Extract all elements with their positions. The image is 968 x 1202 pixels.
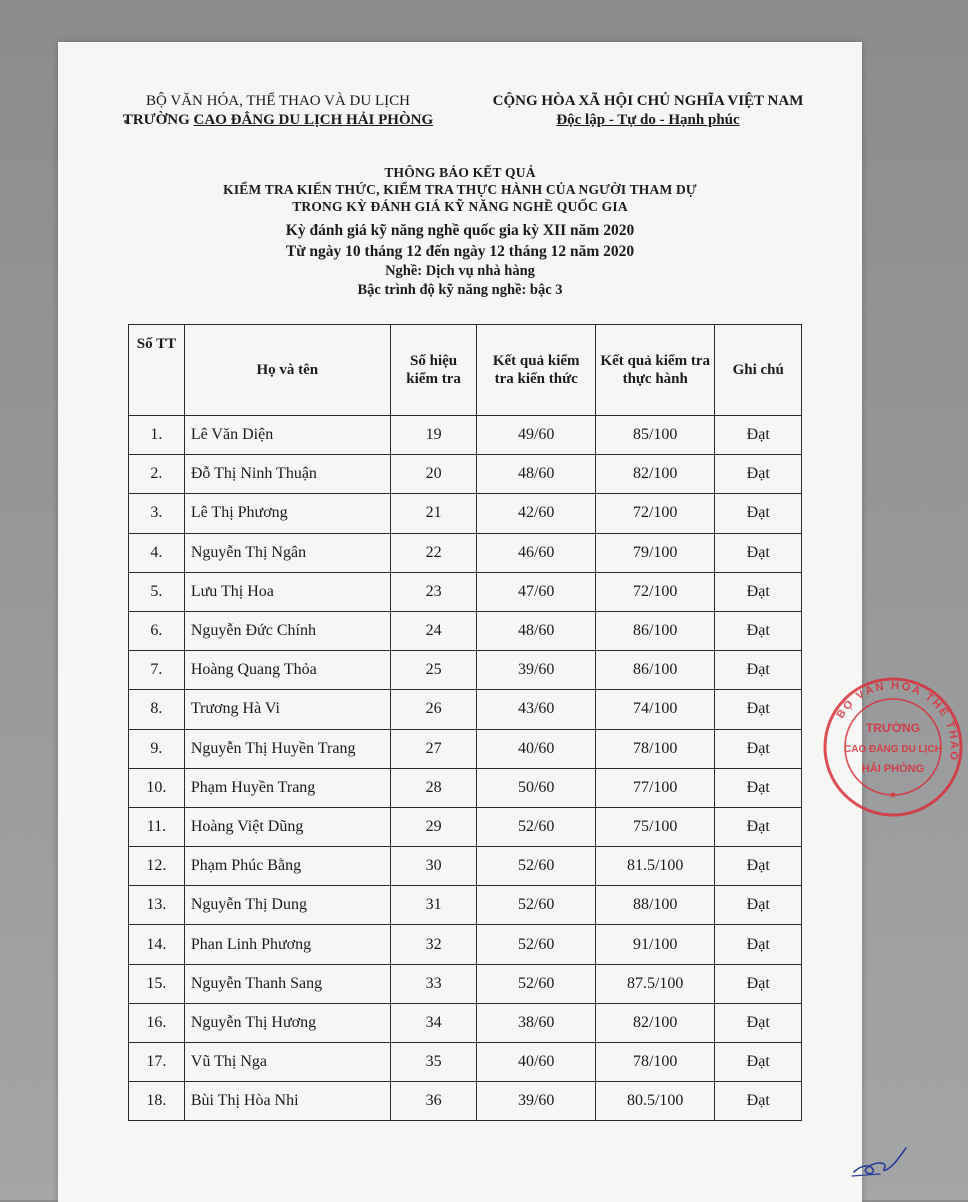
cell-note: Đạt [715, 1082, 802, 1121]
cell-number: 36 [390, 1082, 477, 1121]
ministry-name: BỘ VĂN HÓA, THỂ THAO VÀ DU LỊCH [146, 93, 410, 109]
profession: Nghề: Dịch vụ nhà hàng [385, 263, 535, 279]
results-table [128, 324, 802, 1121]
cell-name: Bùi Thị Hòa Nhi [184, 1082, 390, 1121]
school-prefix: TRƯỜNG [122, 112, 194, 128]
cell-stt: 1. [129, 416, 185, 455]
cell-name: Nguyễn Thị Dung [184, 886, 390, 925]
cell-number: 25 [390, 651, 477, 690]
cell-number: 29 [390, 807, 477, 846]
table-row [129, 768, 802, 807]
header-stt: Số TT [129, 325, 185, 416]
cell-stt: 4. [129, 533, 185, 572]
seal-ring-text: BỘ VĂN HÓA THỂ THAO [834, 679, 961, 763]
cell-name: Trương Hà Vi [184, 690, 390, 729]
cell-knowledge-score: 46/60 [477, 533, 596, 572]
cell-practice-score: 81.5/100 [595, 847, 715, 886]
title-line-3: TRONG KỲ ĐÁNH GIÁ KỸ NĂNG NGHỀ QUỐC GIA [292, 199, 628, 214]
header-name: Họ và tên [184, 325, 390, 416]
cell-stt: 15. [129, 964, 185, 1003]
cell-knowledge-score: 50/60 [477, 768, 596, 807]
cell-knowledge-score: 52/60 [477, 964, 596, 1003]
cell-practice-score: 77/100 [595, 768, 715, 807]
cell-note: Đạt [715, 847, 802, 886]
cell-practice-score: 74/100 [595, 690, 715, 729]
cell-name: Nguyễn Thị Hương [184, 1003, 390, 1042]
seal-star-icon: ★ [888, 790, 898, 801]
table-row [129, 807, 802, 846]
cell-stt: 16. [129, 1003, 185, 1042]
table-row [129, 925, 802, 964]
table-row [129, 964, 802, 1003]
table-row [129, 690, 802, 729]
cell-note: Đạt [715, 572, 802, 611]
table-row [129, 455, 802, 494]
cell-knowledge-score: 52/60 [477, 925, 596, 964]
cell-practice-score: 86/100 [595, 611, 715, 650]
cell-knowledge-score: 39/60 [477, 651, 596, 690]
cell-practice-score: 79/100 [595, 533, 715, 572]
cell-name: Vũ Thị Nga [184, 1043, 390, 1082]
cell-name: Nguyễn Thị Huyền Trang [184, 729, 390, 768]
national-motto [463, 111, 833, 130]
cell-knowledge-score: 48/60 [477, 455, 596, 494]
table-row [129, 533, 802, 572]
cell-practice-score: 87.5/100 [595, 964, 715, 1003]
cell-name: Phan Linh Phương [184, 925, 390, 964]
cell-name: Nguyễn Thị Ngân [184, 533, 390, 572]
issuer-block [118, 92, 438, 130]
cell-knowledge-score: 43/60 [477, 690, 596, 729]
table-row [129, 729, 802, 768]
cell-note: Đạt [715, 729, 802, 768]
cell-practice-score: 72/100 [595, 572, 715, 611]
cell-note: Đạt [715, 533, 802, 572]
table-row [129, 416, 802, 455]
cell-knowledge-score: 52/60 [477, 886, 596, 925]
cell-knowledge-score: 39/60 [477, 1082, 596, 1121]
cell-name: Nguyễn Đức Chính [184, 611, 390, 650]
country-name: CỘNG HÒA XÃ HỘI CHỦ NGHĨA VIỆT NAM [492, 93, 804, 109]
cell-stt: 6. [129, 611, 185, 650]
header-note: Ghi chú [715, 325, 802, 416]
cell-name: Lê Thị Phương [184, 494, 390, 533]
cell-stt: 7. [129, 651, 185, 690]
seal-line-2: CAO ĐẲNG DU LỊCH [844, 744, 942, 755]
cell-number: 35 [390, 1043, 477, 1082]
cell-number: 19 [390, 416, 477, 455]
cell-stt: 9. [129, 729, 185, 768]
cell-practice-score: 80.5/100 [595, 1082, 715, 1121]
cell-practice-score: 82/100 [595, 1003, 715, 1042]
cell-number: 30 [390, 847, 477, 886]
table-row [129, 494, 802, 533]
school-seal [818, 672, 968, 822]
title-line-2: KIỂM TRA KIẾN THỨC, KIỂM TRA THỰC HÀNH CỦA NGƯỜI THAM DỰ [223, 182, 697, 197]
skill-level: Bậc trình độ kỹ năng nghề: bậc 3 [357, 282, 563, 298]
cell-practice-score: 91/100 [595, 925, 715, 964]
cell-note: Đạt [715, 807, 802, 846]
cell-stt: 18. [129, 1082, 185, 1121]
table-row [129, 1043, 802, 1082]
cell-note: Đạt [715, 494, 802, 533]
cell-name: Phạm Phúc Bằng [184, 847, 390, 886]
cell-stt: 2. [129, 455, 185, 494]
cell-knowledge-score: 52/60 [477, 807, 596, 846]
cell-stt: 3. [129, 494, 185, 533]
document-titles [58, 164, 862, 300]
cell-name: Phạm Huyền Trang [184, 768, 390, 807]
cell-practice-score: 75/100 [595, 807, 715, 846]
cell-stt: 14. [129, 925, 185, 964]
cell-note: Đạt [715, 925, 802, 964]
header-knowledge: Kết quả kiểm tra kiến thức [477, 325, 596, 416]
cell-name: Lưu Thị Hoa [184, 572, 390, 611]
school-name-line [118, 111, 438, 130]
cell-name: Đỗ Thị Ninh Thuận [184, 455, 390, 494]
title-line-1: THÔNG BÁO KẾT QUẢ [384, 165, 536, 180]
cell-practice-score: 85/100 [595, 416, 715, 455]
session-dates: Từ ngày 10 tháng 12 đến ngày 12 tháng 12 năm 2020 [285, 243, 635, 260]
table-row [129, 572, 802, 611]
cell-note: Đạt [715, 886, 802, 925]
cell-name: Nguyễn Thanh Sang [184, 964, 390, 1003]
cell-note: Đạt [715, 768, 802, 807]
cell-name: Hoàng Việt Dũng [184, 807, 390, 846]
national-block [463, 92, 833, 130]
motto-text: Độc lập - Tự do - Hạnh phúc [556, 112, 740, 128]
cell-practice-score: 72/100 [595, 494, 715, 533]
cell-number: 34 [390, 1003, 477, 1042]
cell-note: Đạt [715, 690, 802, 729]
cell-practice-score: 88/100 [595, 886, 715, 925]
cell-number: 22 [390, 533, 477, 572]
cell-number: 31 [390, 886, 477, 925]
cell-number: 28 [390, 768, 477, 807]
session-title: Kỳ đánh giá kỹ năng nghề quốc gia kỳ XII năm 2020 [285, 222, 635, 239]
cell-knowledge-score: 40/60 [477, 729, 596, 768]
cell-number: 32 [390, 925, 477, 964]
cell-practice-score: 78/100 [595, 729, 715, 768]
cell-number: 27 [390, 729, 477, 768]
cell-number: 20 [390, 455, 477, 494]
table-header-row [129, 325, 802, 416]
cell-number: 23 [390, 572, 477, 611]
cell-note: Đạt [715, 651, 802, 690]
table-row [129, 886, 802, 925]
cell-knowledge-score: 47/60 [477, 572, 596, 611]
header-number: Số hiệu kiểm tra [390, 325, 477, 416]
document-page [58, 42, 961, 1202]
cell-stt: 12. [129, 847, 185, 886]
cell-number: 26 [390, 690, 477, 729]
table-row [129, 847, 802, 886]
cell-knowledge-score: 49/60 [477, 416, 596, 455]
cell-name: Hoàng Quang Thỏa [184, 651, 390, 690]
cell-number: 33 [390, 964, 477, 1003]
cell-note: Đạt [715, 964, 802, 1003]
cell-note: Đạt [715, 455, 802, 494]
cell-stt: 8. [129, 690, 185, 729]
table-row [129, 1082, 802, 1121]
cell-knowledge-score: 52/60 [477, 847, 596, 886]
seal-line-3: HẢI PHÒNG [861, 763, 925, 775]
seal-line-1: TRƯỜNG [865, 721, 921, 735]
table-row [129, 611, 802, 650]
cell-knowledge-score: 48/60 [477, 611, 596, 650]
cell-stt: 13. [129, 886, 185, 925]
cell-stt: 17. [129, 1043, 185, 1082]
header-practice: Kết quả kiểm tra thực hành [595, 325, 715, 416]
cell-note: Đạt [715, 611, 802, 650]
cell-note: Đạt [715, 1003, 802, 1042]
cell-note: Đạt [715, 416, 802, 455]
table-row [129, 1003, 802, 1042]
cell-knowledge-score: 38/60 [477, 1003, 596, 1042]
table-row [129, 651, 802, 690]
cell-stt: 5. [129, 572, 185, 611]
cell-knowledge-score: 42/60 [477, 494, 596, 533]
cell-stt: 11. [129, 807, 185, 846]
cell-practice-score: 82/100 [595, 455, 715, 494]
cell-number: 21 [390, 494, 477, 533]
signature-mark [850, 1142, 910, 1182]
cell-note: Đạt [715, 1043, 802, 1082]
cell-knowledge-score: 40/60 [477, 1043, 596, 1082]
cell-number: 24 [390, 611, 477, 650]
cell-name: Lê Văn Diện [184, 416, 390, 455]
school-name: CAO ĐẲNG DU LỊCH HẢI PHÒNG [193, 112, 434, 128]
cell-stt: 10. [129, 768, 185, 807]
cell-practice-score: 78/100 [595, 1043, 715, 1082]
cell-practice-score: 86/100 [595, 651, 715, 690]
